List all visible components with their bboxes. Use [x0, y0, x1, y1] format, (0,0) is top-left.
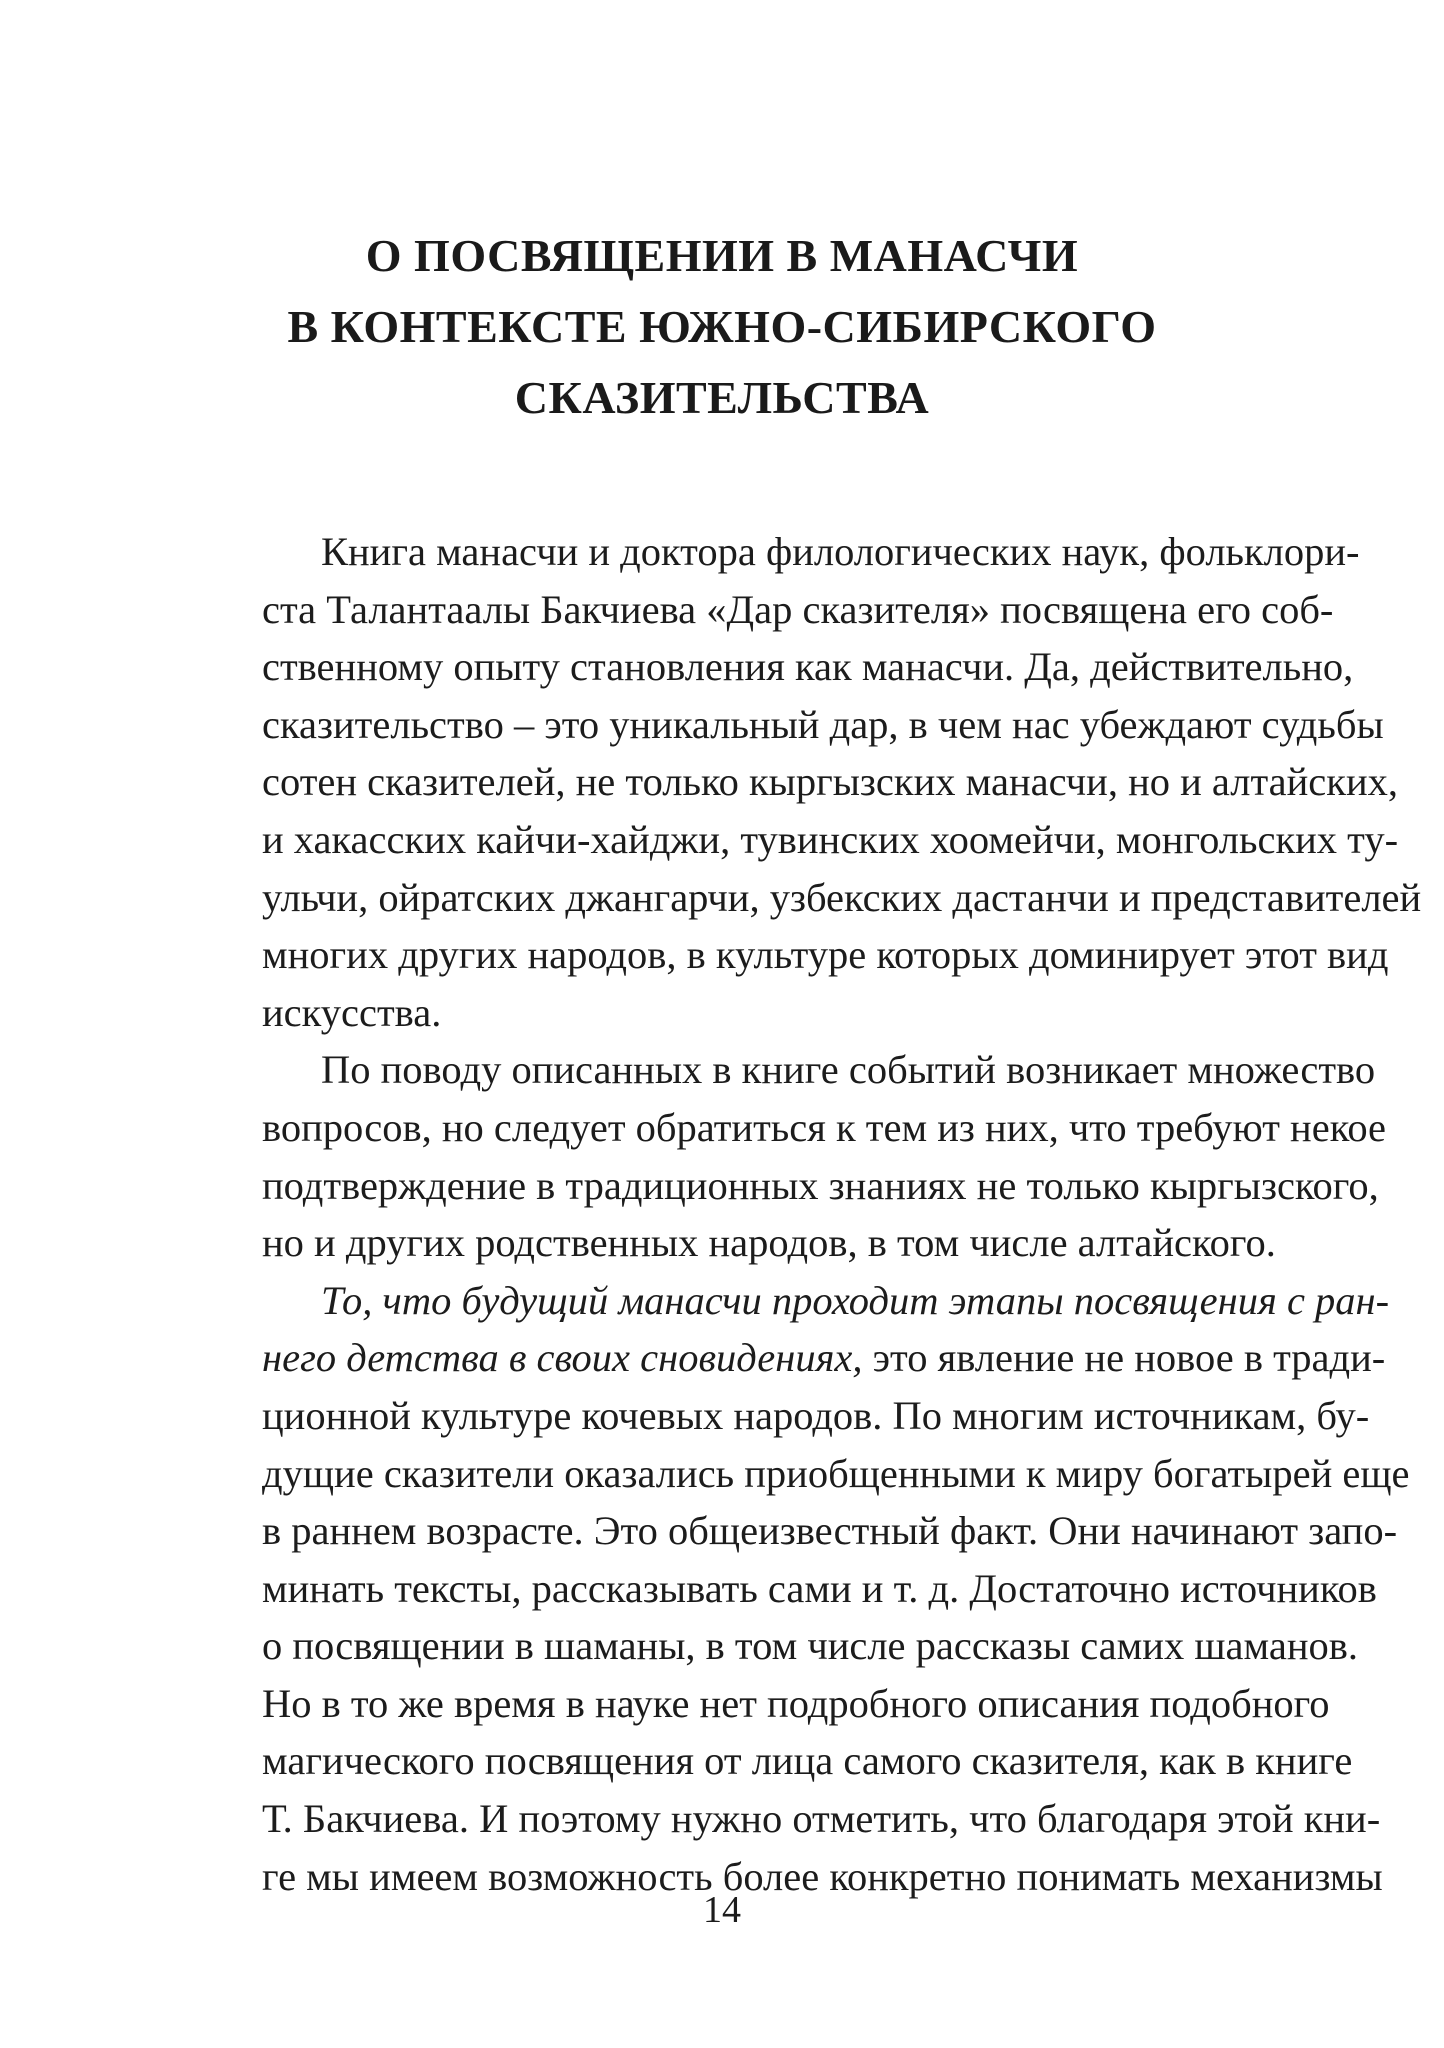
text-line: дущие сказители оказались приобщенными к миру богатырей еще — [262, 1450, 1410, 1496]
text-line: Но в то же время в науке нет подробного описания подобного — [262, 1680, 1330, 1726]
text-line: ульчи, ойратских джангарчи, узбекских дастанчи и представителей — [262, 874, 1422, 920]
text-line: ственному опыту становления как манасчи. Да, действительно, — [262, 644, 1354, 690]
text-line: подтверждение в традиционных знаниях не только кыргызского, — [262, 1162, 1379, 1208]
text-line: По поводу описанных в книге событий возникает множество — [321, 1047, 1376, 1093]
text-line: сотен сказителей, не только кыргызских манасчи, но и алтайских, — [262, 759, 1398, 805]
text-line: ста Талантаалы Бакчиева «Дар сказителя» посвящена его соб- — [262, 586, 1334, 632]
text-line: многих других народов, в культуре которых доминирует этот вид — [262, 932, 1389, 978]
text-line: Т. Бакчиева. И поэтому нужно отметить, что благодаря этой кни- — [262, 1796, 1381, 1842]
text-line — [203, 1272, 1390, 1330]
text-line: минать тексты, рассказывать сами и т. д. Достаточно источников — [262, 1565, 1377, 1611]
text-line: сказительство – это уникальный дар, в чем нас убеждают судьбы — [262, 701, 1384, 747]
paragraph — [203, 1272, 1410, 1906]
body-text — [203, 523, 1422, 1905]
text-line: и хакасских кайчи-хайджи, тувинских хоомейчи, монгольских ту- — [262, 816, 1399, 862]
chapter-title — [0, 220, 1444, 433]
text-segment: это явление не новое в тради- — [862, 1335, 1386, 1381]
text-line: искусства. — [262, 989, 442, 1035]
chapter-title-line: В КОНТЕКСТЕ ЮЖНО-СИБИРСКОГО — [287, 301, 1157, 352]
paragraph — [203, 523, 1422, 1041]
text-line — [203, 1329, 1386, 1387]
text-line: но и других родственных народов, в том числе алтайского. — [262, 1220, 1276, 1266]
italic-text: него детства в своих сновидениях, — [262, 1335, 863, 1381]
text-line: ге мы имеем возможность более конкретно понимать механизмы — [262, 1853, 1383, 1899]
text-line: ционной культуре кочевых народов. По многим источникам, бу- — [262, 1392, 1370, 1438]
italic-text: То, что будущий манасчи проходит этапы посвящения с ран- — [321, 1277, 1390, 1323]
text-line: вопросов, но следует обратиться к тем из них, что требуют некое — [262, 1104, 1387, 1150]
paragraph — [203, 1041, 1387, 1271]
chapter-title-line: О ПОСВЯЩЕНИИ В МАНАСЧИ — [365, 230, 1079, 281]
text-line: Книга манасчи и доктора филологических наук, фольклори- — [321, 529, 1360, 574]
text-line: о посвящении в шаманы, в том числе рассказы самих шаманов. — [262, 1623, 1358, 1669]
text-line: магического посвящения от лица самого сказителя, как в книге — [262, 1738, 1353, 1784]
page-number: 14 — [703, 1889, 741, 1931]
chapter-title-line: СКАЗИТЕЛЬСТВА — [514, 372, 930, 423]
text-line: в раннем возрасте. Это общеизвестный факт. Они начинают запо- — [262, 1508, 1398, 1554]
